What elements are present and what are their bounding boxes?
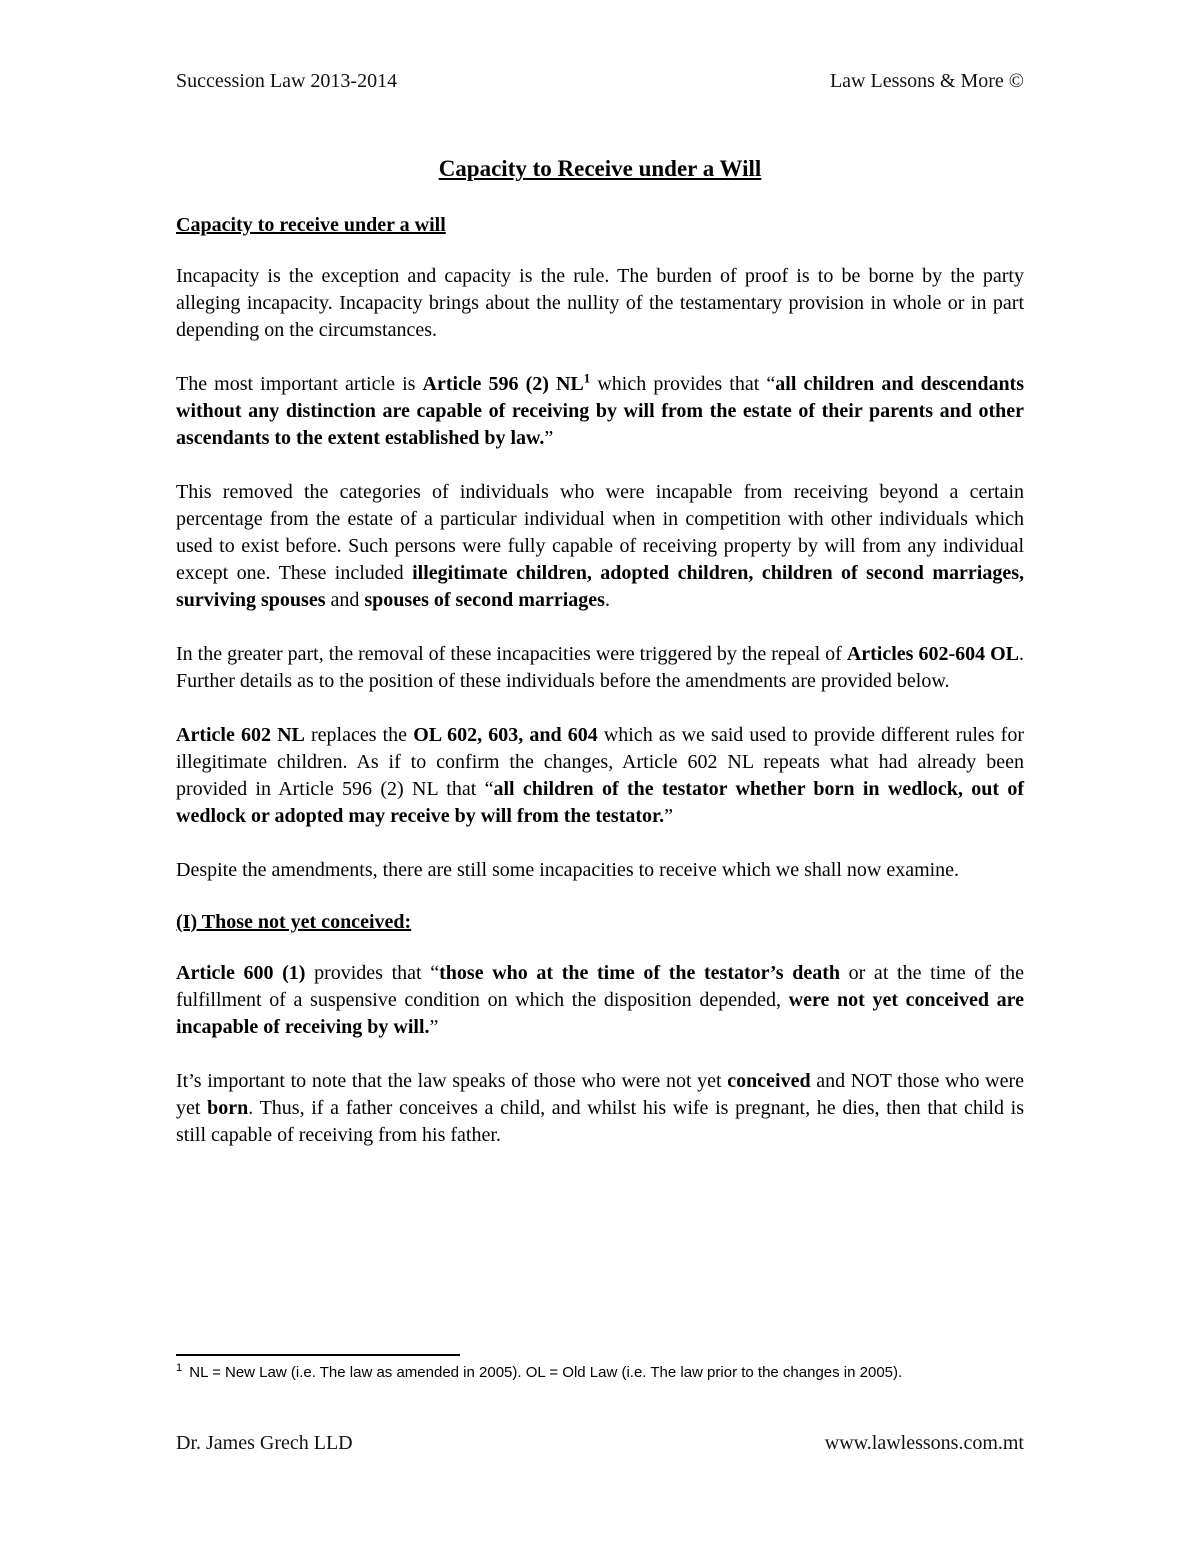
text-run: which as we said used to provide different rules for illegitimate children. As if to confirm the changes, Article 602 NL repeats what had already been provided in Article 596 (2) NL that “ [176, 724, 1024, 800]
section-heading-not-conceived: (I) Those not yet conceived: [176, 911, 412, 933]
bold-spouses-second-marriages: spouses of second marriages [364, 589, 605, 611]
text-run: ” [429, 1016, 439, 1038]
text-run: This removed the categories of individuals who were incapable from receiving beyond a certain percentage from the estate of a particular individual when in competition with other individuals which used to exist before. Such persons were fully capable of receiving property by will from any individual except one. These included [176, 481, 1024, 584]
footnote [176, 1362, 1024, 1384]
page-footer [176, 1432, 1024, 1455]
paragraph-article-602 [176, 722, 1024, 830]
footnote-number: 1 [176, 1362, 183, 1374]
text-run: ” [664, 805, 673, 827]
header-course: Succession Law 2013-2014 [176, 70, 398, 92]
page-header [176, 70, 1024, 93]
text-run: The most important article is [176, 373, 423, 395]
paragraph-repeal [176, 641, 1024, 695]
article-596-quote: all children and descendants without any distinction are capable of receiving by will from the estate of their parents and other ascendants to the extent established by law. [176, 373, 1025, 449]
text-run: . Thus, if a father conceives a child, and whilst his wife is pregnant, he dies, then that child is still capable of receiving from his father. [176, 1097, 1025, 1146]
footer-website: www.lawlessons.com.mt [824, 1432, 1024, 1454]
article-602-quote: all children of the testator whether born in wedlock, out of wedlock or adopted may receive by will from the testator. [176, 778, 1024, 827]
text-run: . [604, 589, 610, 611]
header-publisher: Law Lessons & More © [829, 70, 1024, 92]
document-body [176, 156, 1024, 1176]
paragraph-remaining-incapacities: Despite the amendments, there are still some incapacities to receive which we shall now examine. [176, 859, 960, 881]
text-run: It’s important to note that the law speaks of those who were not yet [176, 1070, 728, 1092]
text-run: or at the time of the fulfillment of a suspensive condition on which the disposition depended, [176, 962, 1024, 1011]
text-run: replaces the [304, 724, 414, 746]
footnote-text: NL = New Law (i.e. The law as amended in 2005). OL = Old Law (i.e. The law prior to the changes in 2005). [185, 1364, 903, 1381]
paragraph-removed-categories [176, 479, 1024, 614]
paragraph-conceived-vs-born [176, 1068, 1024, 1149]
bold-testator-death: those who at the time of the testator’s death [439, 962, 840, 984]
text-run: . Further details as to the position of these individuals before the amendments are provided below. [176, 643, 1025, 692]
text-run: which provides that “ [590, 373, 776, 395]
paragraph-article-596 [176, 371, 1024, 452]
text-run: provides that “ [305, 962, 440, 984]
footnote-reference: 1 [583, 370, 591, 386]
section-heading-capacity: Capacity to receive under a will [176, 214, 446, 236]
old-law-articles-ref: OL 602, 603, and 604 [413, 724, 598, 746]
bold-born: born [207, 1097, 249, 1119]
articles-602-604-ref: Articles 602-604 OL [846, 643, 1020, 665]
document-title: Capacity to Receive under a Will [438, 156, 762, 181]
footnote-separator [176, 1354, 460, 1356]
text-run: and NOT those who were yet [176, 1070, 1024, 1119]
article-596-ref: Article 596 (2) NL [422, 373, 584, 395]
bold-not-conceived: were not yet conceived are incapable of receiving by will. [176, 989, 1024, 1038]
bold-conceived: conceived [727, 1070, 811, 1092]
footer-author: Dr. James Grech LLD [176, 1432, 353, 1454]
paragraph-article-600 [176, 960, 1024, 1041]
article-600-ref: Article 600 (1) [176, 962, 306, 984]
text-run: and [325, 589, 365, 611]
paragraph-incapacity-rule: Incapacity is the exception and capacity is the rule. The burden of proof is to be borne by the party alleging incapacity. Incapacity brings about the nullity of the testamentary provision in whole or in part depending on the circumstances. [176, 265, 1024, 341]
article-602-ref: Article 602 NL [176, 724, 305, 746]
bold-categories: illegitimate children, adopted children, children of second marriages, surviving spouses [176, 562, 1024, 611]
text-run: ” [544, 427, 554, 449]
text-run: In the greater part, the removal of these incapacities were triggered by the repeal of [176, 643, 847, 665]
